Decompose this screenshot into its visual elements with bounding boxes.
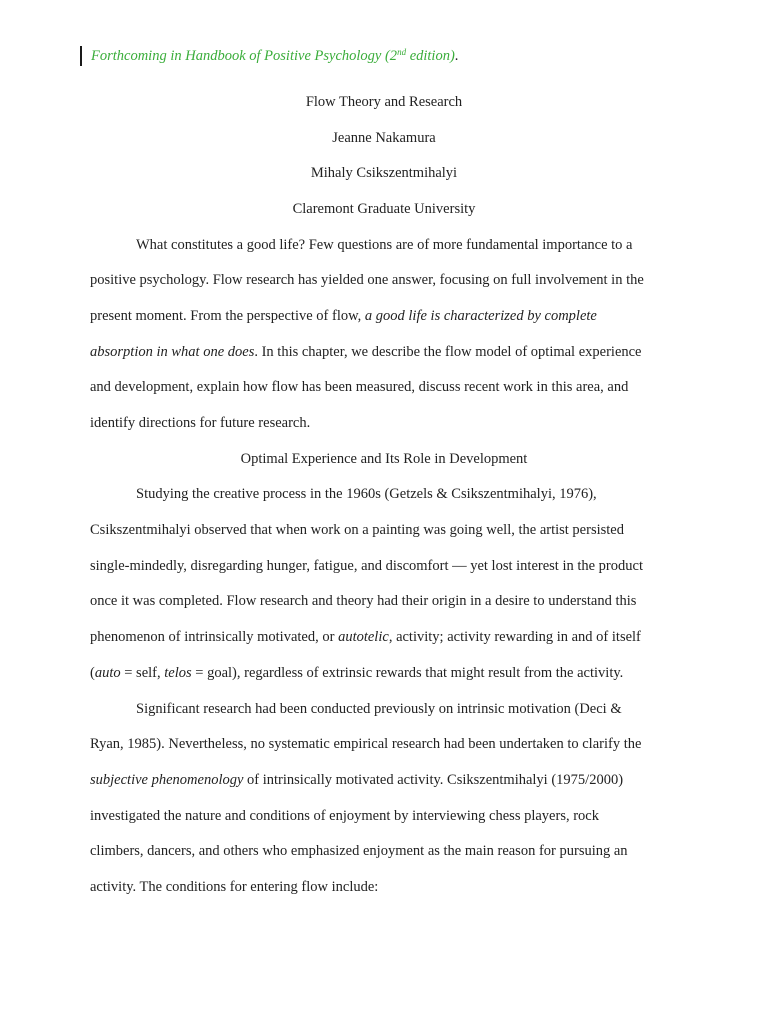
author-affiliation: Claremont Graduate University — [292, 201, 476, 217]
forthcoming-note-text: Forthcoming in Handbook of Positive Psychology (2 — [91, 48, 398, 64]
author-name: Mihaly Csikszentmihalyi — [310, 165, 458, 181]
paragraph-text: = self, — [120, 665, 165, 681]
emphasized-text: a good life is characterized by complete — [364, 308, 597, 324]
paragraph-line: positive psychology. Flow research has yielded one answer, focusing on full involvement in the — [90, 272, 644, 288]
paragraph-line — [90, 342, 642, 362]
emphasized-text: auto — [94, 665, 121, 681]
paragraph-line — [90, 770, 623, 790]
paragraph-text: . In this chapter, we describe the flow model of optimal experience — [254, 344, 642, 360]
paragraph-text: = goal), regardless of extrinsic rewards that might result from the activity. — [191, 665, 624, 681]
edition-superscript: nd — [397, 47, 407, 57]
paragraph-text: of intrinsically motivated activity. Csikszentmihalyi (1975/2000) — [243, 772, 624, 788]
paragraph-line — [90, 663, 623, 683]
paragraph-text: ( — [90, 665, 95, 681]
paragraph-line: and development, explain how flow has been measured, discuss recent work in this area, and — [90, 379, 629, 395]
paragraph-text: phenomenon of intrinsically motivated, or — [90, 629, 339, 645]
paragraph-line: What constitutes a good life? Few questions are of more fundamental importance to a — [136, 237, 633, 253]
paragraph-line — [90, 627, 641, 647]
emphasized-text: telos — [164, 665, 192, 681]
text-cursor-bar — [80, 46, 82, 66]
paragraph-line: once it was completed. Flow research and theory had their origin in a desire to understand this — [90, 593, 637, 609]
paragraph-line: Ryan, 1985). Nevertheless, no systematic empirical research had been undertaken to clarify the — [90, 736, 642, 752]
forthcoming-note — [91, 46, 458, 66]
emphasized-text: autotelic — [338, 629, 389, 645]
paragraph-line: single-mindedly, disregarding hunger, fatigue, and discomfort — yet lost interest in the product — [90, 558, 643, 574]
paragraph-line: investigated the nature and conditions of enjoyment by interviewing chess players, rock — [90, 808, 599, 824]
paragraph-line — [90, 306, 597, 326]
paragraph-line: identify directions for future research. — [90, 415, 311, 431]
paragraph-text: , activity; activity rewarding in and of itself — [388, 629, 641, 645]
author-name: Jeanne Nakamura — [332, 130, 436, 146]
paragraph-line: Significant research had been conducted previously on intrinsic motivation (Deci & — [136, 701, 622, 717]
paragraph-line: Csikszentmihalyi observed that when work on a painting was going well, the artist persisted — [90, 522, 624, 538]
paragraph-line: climbers, dancers, and others who emphasized enjoyment as the main reason for pursuing an — [90, 843, 628, 859]
document-title: Flow Theory and Research — [305, 94, 463, 110]
forthcoming-note-period: . — [454, 48, 459, 64]
emphasized-text: absorption in what one does — [90, 344, 255, 360]
paragraph-line: activity. The conditions for entering flow include: — [90, 879, 379, 895]
section-heading: Optimal Experience and Its Role in Development — [240, 451, 528, 467]
emphasized-text: subjective phenomenology — [90, 772, 244, 788]
paragraph-line: Studying the creative process in the 1960s (Getzels & Csikszentmihalyi, 1976), — [136, 486, 597, 502]
forthcoming-note-end: edition) — [406, 48, 455, 64]
paragraph-text: present moment. From the perspective of flow, — [90, 308, 365, 324]
